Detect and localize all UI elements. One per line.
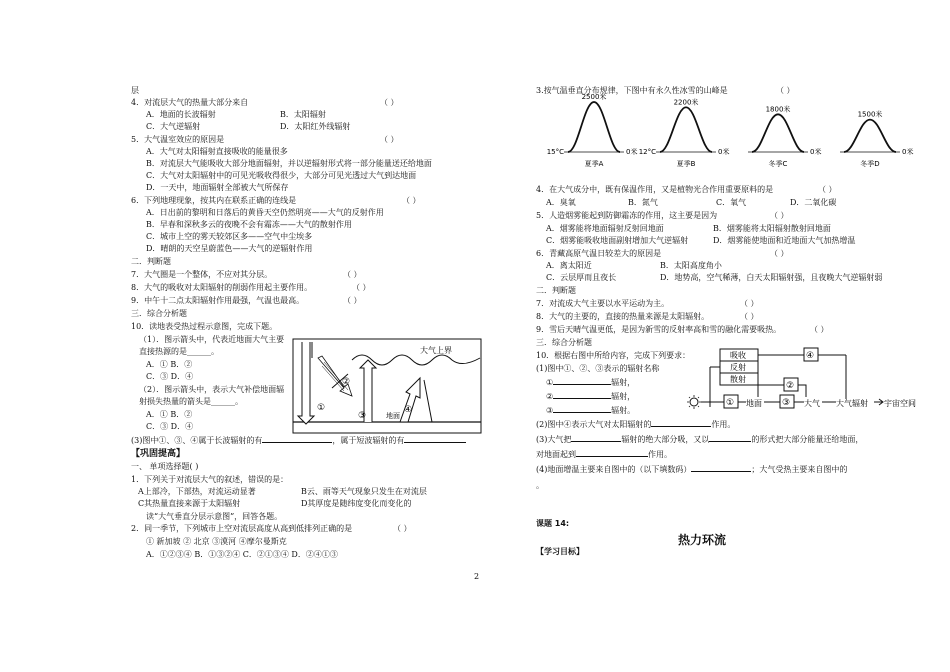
answer-paren: （ ）: [810, 325, 829, 334]
radiation-3-row: ③ 辐射。: [546, 406, 636, 415]
sub-question: 射损失热量的箭头是______。: [139, 397, 243, 406]
absorb-label: 吸收: [730, 351, 746, 360]
base-elevation-label: 0米: [626, 148, 638, 156]
sub-question-3-cont: 对地面起到 作用。: [536, 450, 672, 459]
sub-question: （1）．图示箭头中，代表近地面大气主要: [139, 335, 285, 344]
option: A．离太阳近: [546, 261, 592, 270]
option: B云、雨等天气现象只发生在对流层: [301, 487, 427, 496]
option: A．臭氧: [546, 198, 576, 207]
answer-blank[interactable]: [576, 456, 648, 457]
space-label: 宇宙空间: [884, 399, 916, 408]
option: D．一天中，地面辐射全部被大气所保存: [146, 183, 289, 192]
label-4: ④: [806, 351, 815, 361]
option: A上部冷，下部热，对流运动显著: [138, 487, 256, 496]
judge-9: 9．雪后天晴气温更低，是因为新雪的反射率高和雪的融化需要吸热。: [536, 325, 782, 334]
answer-paren: （ ）: [776, 86, 795, 95]
sub-question-2: (2)图中④表示大气对太阳辐射的 作用。: [536, 420, 736, 429]
question-4: 4．在大气成分中，既有保温作用，又是植物光合作用重要原料的是: [536, 185, 774, 194]
answer-paren: （ ）: [402, 196, 421, 205]
answer-paren: （ ）: [352, 283, 371, 292]
section-heading: 一、 单项选择题( ): [131, 462, 199, 471]
sub-question-3: (3)图中①、③、④属于长波辐射的有 ，属于短波辐射的有: [131, 436, 466, 446]
option: B．太阳高度角小: [660, 261, 722, 270]
answer-blank[interactable]: [709, 441, 751, 442]
options: A．①②③④ B．①③②④ C．②①③④ D．②④①③: [146, 550, 338, 559]
answer-blank[interactable]: [571, 441, 621, 442]
judge-9: 9．中午十二点太阳辐射作用最强，气温也最高。: [131, 296, 305, 305]
question-5: 5．大气温室效应的原因是: [131, 135, 225, 144]
mountain-shape: [752, 114, 804, 152]
answer-blank[interactable]: [651, 426, 711, 427]
answer-blank[interactable]: [553, 412, 611, 413]
answer-blank[interactable]: [553, 398, 611, 399]
label-3: ③: [358, 411, 367, 421]
judge-7: 7．对流成大气主要以水平运动为主。: [536, 299, 670, 308]
option: D．烟雾能使地面和近地面大气加热增温: [713, 236, 856, 245]
judge-8: 8．大气的主要的，直接的热量来源是太阳辐射。: [536, 312, 710, 321]
option: A．大气对太阳辐射直接吸收的能量很多: [146, 147, 288, 156]
upper-boundary-label: 大气上界: [420, 346, 452, 355]
option: D．二氧化碳: [790, 198, 837, 207]
consolidate-question-2: 2．同一季节，下列城市上空对流层高度从高到低排列正确的是: [131, 524, 353, 533]
period: 。: [536, 481, 544, 490]
sub-question-4: (4)地面增温主要来自图中的（以下填数码） ；大气受热主要来自图中的: [536, 465, 848, 474]
sub-question: 直接热源的是______。: [139, 347, 219, 356]
section-heading: 三．综合分析题: [536, 338, 592, 347]
option: C．大气逆辐射: [146, 122, 201, 131]
continued-text: 层: [131, 86, 139, 95]
sun-icon: [690, 398, 698, 406]
scatter-label: 散射: [730, 375, 746, 384]
question-4: 4．对流层大气的热量大部分来自: [131, 98, 249, 107]
option: D．地势高，空气稀薄，白天太阳辐射强，且夜晚大气逆辐射弱: [660, 273, 883, 282]
mountain-diagrams: [546, 93, 918, 170]
radiation-2-row: ② 辐射，: [546, 392, 636, 401]
sub-question-1: (1)图中①、②、③表示的辐射名称: [536, 364, 660, 373]
option: B．烟雾能将太阳辐射散射回地面: [713, 224, 831, 233]
option: B．氮气: [628, 198, 658, 207]
season-label: 冬季C: [768, 160, 788, 168]
reflect-label: 反射: [730, 363, 746, 372]
section-heading: 三．综合分析题: [131, 309, 187, 318]
mountain-shape: [844, 120, 896, 152]
cities: ① 新加坡 ② 北京 ③漠河 ④摩尔曼斯克: [146, 537, 287, 546]
answer-paren: （ ）: [770, 211, 789, 220]
season-label: 夏季B: [676, 160, 696, 168]
label-3: ③: [782, 398, 791, 408]
answer-paren: （ ）: [740, 312, 759, 321]
base-elevation-label: 0米: [902, 148, 914, 156]
option: C．大气对太阳辐射中的可见光吸收得很少，大部分可见光透过大气到达地面: [146, 171, 417, 180]
option: B．对流层大气能吸收大部分地面辐射，并以逆辐射形式将一部分能量送还给地面: [146, 159, 432, 168]
season-label: 夏季A: [584, 160, 604, 168]
option: A．日出前的黎明和日落后的黄昏天空仍然明亮——大气的反射作用: [146, 208, 384, 217]
option: A．① B．②: [146, 360, 193, 369]
question-3: 3.按气温垂直分布规律，下图中有永久性冰雪的山峰是: [536, 86, 728, 95]
label-2: ②: [786, 381, 795, 391]
judge-7: 7．大气圈是一个整体，不应对其分层。: [131, 270, 273, 279]
answer-paren: （ ）: [770, 249, 789, 258]
option: D其厚度是随纬度变化而变化的: [301, 499, 412, 508]
mountain-shape: [660, 107, 712, 152]
answer-paren: （ ）: [343, 270, 362, 279]
label-1: ①: [726, 398, 735, 408]
mountain-shape: [568, 102, 620, 152]
consolidate-question-1: 1．下列关于对流层大气的叙述，错误的是：: [131, 475, 289, 484]
ground-label: 地面: [386, 412, 400, 420]
learning-goals-heading: 【学习目标】: [536, 547, 584, 556]
section-heading: 二．判断题: [536, 286, 576, 295]
option: A．① B．②: [146, 410, 193, 419]
sub-question: （2）．图示箭头中，表示大气补偿地面辐: [139, 385, 285, 394]
option: D．晴朗的天空呈蔚蓝色——大气的逆辐射作用: [146, 244, 313, 253]
ground-heating-diagram: [292, 338, 482, 434]
peak-height-label: 1500米: [857, 110, 883, 119]
base-temperature-label: 12°C: [638, 148, 656, 156]
base-temperature-label: 15°C: [546, 148, 564, 156]
reflected-arrow: [318, 356, 352, 396]
season-label: 冬季D: [860, 160, 880, 168]
question-10: 10．根据右图中所给内容，完成下列要求：: [536, 351, 691, 360]
option: C．烟雾能吸收地面副射增加大气逆辐射: [546, 236, 689, 245]
option: C．③ D．④: [146, 372, 194, 381]
lesson-title: 热力环流: [678, 533, 727, 547]
option: C．③ D．④: [146, 422, 194, 431]
page-number: 2: [474, 572, 480, 581]
option: D．太阳红外线辐射: [280, 122, 351, 131]
instruction: 读“大气垂直分层示意图”，回答各题。: [146, 512, 283, 521]
peak-height-label: 2500米: [581, 93, 607, 101]
option: C．城市上空的雾天较郊区多——空气中尘埃多: [146, 232, 313, 241]
base-elevation-label: 0米: [718, 148, 730, 156]
answer-blank[interactable]: [262, 442, 332, 443]
section-heading: 二．判断题: [131, 257, 171, 266]
base-elevation-label: 0米: [810, 148, 822, 156]
answer-blank[interactable]: [404, 442, 466, 443]
option: B．早春和深秋多云的夜晚不会有霜冻——大气的散射作用: [146, 220, 352, 229]
lesson-number: 课题 14:: [536, 519, 570, 528]
option: A．地面的长波辐射: [146, 110, 216, 119]
sub-question-3: (3)大气把 辐射的绝大部分吸，又以 的形式把大部分能量还给地面，: [536, 435, 864, 444]
answer-paren: （ ）: [818, 185, 837, 194]
atmospheric-radiation-label: 大气辐射: [836, 399, 868, 408]
answer-paren: （ ）: [343, 296, 362, 305]
answer-paren: （ ）: [740, 299, 759, 308]
atmosphere-label: 大气: [804, 399, 820, 408]
radiation-flow-diagram: [686, 345, 918, 417]
answer-blank[interactable]: [691, 471, 751, 472]
judge-8: 8．大气的吸收对太阳辐射的削弱作用起主要作用。: [131, 283, 313, 292]
question-5: 5．人造烟雾能起到防御霜冻的作用，这主要是因为: [536, 211, 718, 220]
question-6: 6．青藏高原气温日较差大的原因是: [536, 249, 662, 258]
option: B．太阳辐射: [280, 110, 326, 119]
answer-blank[interactable]: [553, 384, 611, 385]
ground-label: 地面: [746, 399, 762, 408]
answer-paren: （ ）: [393, 524, 412, 533]
peak-height-label: 1800米: [765, 105, 791, 114]
label-4: ④: [404, 405, 413, 415]
label-1: ①: [317, 403, 326, 413]
question-6: 6．下列地理现象，按其内在联系正确的连线是: [131, 196, 297, 205]
radiation-1-row: ① 辐射，: [546, 378, 636, 387]
atmospheric-counter-arrow: [400, 378, 420, 422]
label-2: ②: [342, 377, 351, 387]
peak-height-label: 2200米: [673, 98, 699, 107]
question-10: 10．读地表受热过程示意图，完成下题。: [131, 322, 278, 331]
option: C其热量直接来源于太阳辐射: [138, 499, 241, 508]
option: C．氧气: [716, 198, 747, 207]
answer-paren: （ ）: [380, 135, 399, 144]
answer-paren: （ ）: [380, 98, 399, 107]
option: A．烟雾能将地面辐射反射回地面: [546, 224, 664, 233]
section-consolidate: 【巩固提高】: [131, 449, 186, 459]
option: C．云层厚而且夜长: [546, 273, 617, 282]
